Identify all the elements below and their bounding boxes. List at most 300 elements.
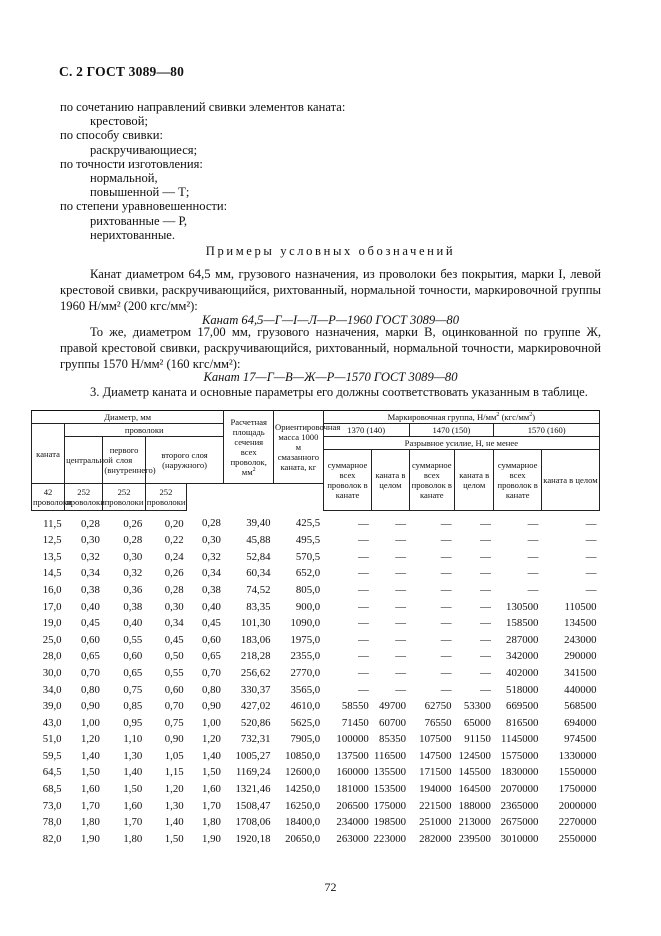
table-cell: 900,0 (295, 600, 321, 613)
table-cell: — (480, 583, 491, 596)
table-cell: 0,40 (123, 617, 143, 630)
group-1370-header: 1370 (140) (323, 424, 409, 437)
table-cell: 732,31 (240, 733, 271, 746)
table-cell: 1145000 (501, 733, 539, 746)
table-cell: 0,95 (123, 716, 143, 729)
table-cell: 1,80 (201, 816, 221, 829)
table-row (32, 565, 600, 582)
table-cell: 0,55 (123, 633, 143, 646)
table-cell: — (395, 650, 407, 663)
table-cell: 101,30 (240, 617, 271, 630)
table-cell: 0,34 (80, 567, 100, 580)
table-cell: 13,5 (42, 550, 62, 563)
table-cell: 65000 (463, 716, 491, 729)
second-layer-header: второго слоя (наружного) (145, 437, 224, 484)
classification-value: нерихтованные. (90, 227, 176, 242)
table-cell: — (480, 633, 491, 646)
table-cell: 1,20 (201, 733, 221, 746)
table-cell: 17,0 (42, 600, 62, 613)
table-cell: 73,0 (42, 799, 62, 812)
sum-wires-1470-header: суммарное всех проволок в канате (409, 450, 455, 511)
table-cell: 0,80 (80, 683, 100, 696)
table-cell: — (440, 650, 452, 663)
table-cell: 1,30 (164, 799, 184, 812)
table-cell: 2550000 (558, 832, 597, 845)
table-cell: — (358, 550, 369, 563)
table-cell: 0,90 (164, 733, 184, 746)
table-cell: — (527, 583, 539, 596)
table-cell: 0,45 (201, 617, 221, 630)
table-cell: 76550 (424, 716, 452, 729)
page-header: С. 2 ГОСТ 3089—80 (59, 64, 185, 79)
table-cell: 495,5 (295, 534, 321, 547)
table-cell: 68,5 (42, 783, 62, 796)
table-cell: — (480, 600, 491, 613)
table-cell: — (527, 550, 539, 563)
table-cell: 221500 (419, 799, 452, 812)
table-cell: — (527, 534, 539, 547)
table-cell: 7905,0 (290, 733, 321, 746)
table-cell: 1708,06 (235, 816, 271, 829)
table-cell: 1750000 (558, 783, 597, 796)
table-cell: 0,38 (80, 583, 100, 596)
table-cell: 1,70 (80, 799, 100, 812)
table-cell: 2770,0 (290, 666, 321, 679)
table-cell: — (358, 683, 369, 696)
table-cell: 0,90 (201, 700, 221, 713)
table-cell: — (480, 517, 491, 530)
whole-rope-1370-header: каната в целом (372, 450, 409, 511)
table-cell: 1,40 (201, 749, 221, 762)
table-cell: 145500 (458, 766, 491, 779)
table-cell: 12,5 (42, 534, 62, 547)
wires-header: проволоки (65, 424, 224, 437)
table-cell: 652,0 (295, 567, 321, 580)
table-cell: 64,5 (42, 766, 62, 779)
table-cell: 1,50 (123, 783, 143, 796)
table-cell: 39,0 (42, 700, 62, 713)
table-cell: 440000 (564, 683, 597, 696)
table-cell: 53300 (463, 700, 491, 713)
table-cell: 518000 (506, 683, 539, 696)
table-row (32, 548, 600, 565)
table-cell: — (440, 683, 452, 696)
table-cell: — (395, 567, 407, 580)
table-cell: 0,50 (164, 650, 184, 663)
table-cell: 213000 (458, 816, 491, 829)
page-number: 72 (324, 880, 337, 894)
table-cell: 82,0 (42, 832, 62, 845)
table-cell: 256,62 (240, 666, 271, 679)
table-cell: 1,10 (123, 733, 143, 746)
table-cell: 12600,0 (285, 766, 321, 779)
table-row (32, 714, 600, 731)
table-cell: 0,70 (201, 666, 221, 679)
table-cell: 427,02 (240, 700, 271, 713)
table-cell: 60700 (379, 716, 407, 729)
table-row (32, 631, 600, 648)
table-cell: 10850,0 (285, 749, 321, 762)
table-cell: 85350 (379, 733, 407, 746)
table-cell: — (440, 517, 452, 530)
designation-1: Канат 64,5—Г—I—Л—Р—1960 ГОСТ 3089—80 (201, 313, 460, 327)
table-row (32, 731, 600, 748)
table-cell: 1,70 (123, 816, 143, 829)
table-cell: 1,00 (80, 716, 100, 729)
table-cell: 1,60 (123, 799, 143, 812)
table-cell: 234000 (336, 816, 369, 829)
table-cell: 0,30 (80, 534, 100, 547)
table-cell: 570,5 (295, 550, 321, 563)
table-cell: 1,60 (80, 783, 100, 796)
table-cell: 0,65 (123, 666, 143, 679)
table-cell: — (440, 633, 452, 646)
classification-criterion: по способу свивки: (60, 128, 163, 143)
table-cell: 11,5 (43, 517, 62, 530)
table-cell: 183,06 (240, 633, 271, 646)
table-cell: 974500 (564, 733, 597, 746)
table-cell: 1321,46 (235, 783, 271, 796)
example-1-paragraph: Канат диаметром 64,5 мм, грузового назначения, из проволоки без покрытия, марки I, левой крестовой свивки, раскручивающийся, рихтованный, нормальной точности, маркировочной группы 1960 Н/мм² (200 кгс/мм²): (60, 267, 601, 313)
table-cell: 0,60 (201, 633, 221, 646)
table-cell: 1,00 (201, 716, 221, 729)
table-cell: 0,26 (164, 567, 184, 580)
table-cell: 0,38 (123, 600, 143, 613)
table-cell: 60,34 (246, 567, 271, 580)
table-cell: 181000 (336, 783, 369, 796)
table-cell: — (395, 666, 407, 679)
table-row (32, 764, 600, 781)
table-cell: 0,60 (164, 683, 184, 696)
table-cell: 1,50 (201, 766, 221, 779)
table-cell: 0,26 (123, 517, 143, 530)
table-cell: — (395, 534, 407, 547)
table-cell: 0,28 (201, 517, 221, 530)
classification-value: крестовой; (90, 114, 148, 129)
table-cell: 124500 (458, 749, 491, 762)
table-cell: 1169,24 (235, 766, 271, 779)
table-cell: 290000 (564, 650, 597, 663)
table-cell: 805,0 (295, 583, 321, 596)
table-cell: — (440, 617, 452, 630)
table-cell: 0,40 (80, 600, 100, 613)
table-cell: — (585, 534, 597, 547)
table-cell: 58550 (341, 700, 369, 713)
table-cell: 171500 (419, 766, 452, 779)
classification-value: рихтованные — Р, (90, 213, 188, 228)
table-cell: — (358, 534, 369, 547)
example-2-paragraph: То же, диаметром 17,00 мм, грузового назначения, марки В, оцинкованной по группе Ж, правой крестовой свивки, раскручивающийся, рихтованный, нормальной точности, маркировочной группы 1570 Н/мм² (160 кгс/мм²): (60, 325, 601, 371)
table-cell: — (395, 683, 407, 696)
table-cell: 0,65 (80, 650, 100, 663)
table-cell: 2365000 (500, 799, 539, 812)
mass-header: Ориентировочная масса 1000 м смазанного каната, кг (274, 411, 324, 484)
table-cell: 0,38 (201, 583, 221, 596)
table-cell: 18400,0 (285, 816, 321, 829)
table-cell: 282000 (419, 832, 452, 845)
table-cell: — (585, 517, 597, 530)
table-cell: — (358, 567, 369, 580)
table-cell: 1,70 (201, 799, 221, 812)
table-cell: 1575000 (500, 749, 539, 762)
w252-header-2: 252 проволоки (103, 484, 145, 511)
table-cell: 19,0 (42, 617, 62, 630)
table-cell: 330,37 (240, 683, 271, 696)
table-cell: 3565,0 (290, 683, 321, 696)
table-cell: 0,70 (80, 666, 100, 679)
breaking-force-header: Разрывное усилие, Н, не менее (323, 437, 599, 450)
table-cell: 16,0 (42, 583, 62, 596)
table-cell: 28,0 (42, 650, 62, 663)
table-cell: 0,85 (123, 700, 143, 713)
table-cell: 14250,0 (285, 783, 321, 796)
table-cell: 1,40 (80, 749, 100, 762)
table-body (32, 511, 600, 847)
table-cell: — (395, 633, 407, 646)
table-cell: 1005,27 (235, 749, 271, 762)
table-cell: — (358, 600, 369, 613)
table-cell: 1,60 (201, 783, 221, 796)
sum-wires-1570-header: суммарное всех проволок в канате (494, 450, 542, 511)
table-cell: 153500 (373, 783, 407, 796)
table-cell: 0,80 (201, 683, 221, 696)
table-cell: 71450 (341, 716, 369, 729)
table-cell: 287000 (506, 633, 539, 646)
table-cell: 3010000 (500, 832, 539, 845)
table-cell: 1,15 (164, 766, 184, 779)
table-row (32, 582, 600, 599)
table-row (32, 781, 600, 798)
table-cell: — (480, 534, 491, 547)
table-cell: 91150 (464, 733, 491, 746)
whole-rope-1470-header: каната в целом (455, 450, 494, 511)
table-row (32, 598, 600, 615)
table-row (32, 797, 600, 814)
table-cell: 218,28 (240, 650, 271, 663)
table-cell: 62750 (424, 700, 452, 713)
central-wire-header: центральной (65, 437, 103, 484)
table-cell: 0,60 (80, 633, 100, 646)
table-cell: 158500 (506, 617, 539, 630)
table-cell: — (440, 600, 452, 613)
rope-parameters-table (31, 410, 600, 847)
table-cell: — (440, 550, 452, 563)
table-row (32, 532, 600, 549)
table-cell: 1508,47 (235, 799, 271, 812)
table-cell: 74,52 (246, 583, 271, 596)
table-cell: 1550000 (558, 766, 597, 779)
table-cell: 0,36 (123, 583, 143, 596)
table-cell: — (395, 550, 407, 563)
table-cell: — (480, 666, 491, 679)
table-cell: 0,30 (201, 534, 221, 547)
table-cell: 1,20 (164, 783, 184, 796)
table-cell: 223000 (373, 832, 407, 845)
table-cell: 263000 (336, 832, 369, 845)
table-cell: 34,0 (42, 683, 62, 696)
table-row (32, 615, 600, 632)
table-cell: 0,24 (164, 550, 184, 563)
table-cell: — (440, 534, 452, 547)
table-cell: 4610,0 (290, 700, 321, 713)
table-cell: — (440, 583, 452, 596)
table-cell: 251000 (419, 816, 452, 829)
group-1570-header: 1570 (160) (494, 424, 600, 437)
table-cell: 341500 (564, 666, 597, 679)
table-cell: 130500 (506, 600, 539, 613)
table-cell: 0,32 (201, 550, 221, 563)
table-cell: 0,45 (80, 617, 100, 630)
table-cell: 135500 (373, 766, 407, 779)
table-cell: 2675000 (500, 816, 539, 829)
table-cell: 243000 (564, 633, 597, 646)
table-cell: — (395, 600, 407, 613)
table-cell: 0,34 (164, 617, 184, 630)
table-cell: 0,60 (123, 650, 143, 663)
table-cell: 402000 (506, 666, 539, 679)
table-cell: — (358, 650, 369, 663)
table-cell: — (585, 567, 597, 580)
table-cell: 0,90 (80, 700, 100, 713)
table-cell: 2000000 (558, 799, 597, 812)
table-cell: 45,88 (246, 534, 271, 547)
table-cell: 0,28 (164, 583, 184, 596)
table-cell: — (480, 617, 491, 630)
table-cell: 0,34 (201, 567, 221, 580)
table-row (32, 665, 600, 682)
table-row (32, 831, 600, 848)
table-cell: — (480, 550, 491, 563)
table-cell: 0,32 (123, 567, 143, 580)
table-cell: 1,90 (80, 832, 100, 845)
table-cell: — (480, 683, 491, 696)
table-cell: 1,20 (80, 733, 100, 746)
w42-header: 42 проволоки (32, 484, 65, 511)
table-cell: 2070000 (500, 783, 539, 796)
diameter-header: Диаметр, мм (32, 411, 224, 424)
table-cell: 0,65 (201, 650, 221, 663)
whole-rope-1570-header: каната в целом (541, 450, 599, 511)
table-cell: — (480, 567, 491, 580)
table-cell: 1,30 (123, 749, 143, 762)
table-cell: — (440, 666, 452, 679)
table-cell: 39,40 (246, 517, 271, 530)
table-cell: 137500 (336, 749, 369, 762)
table-cell: — (358, 617, 369, 630)
table-cell: — (527, 517, 539, 530)
table-cell: — (480, 650, 491, 663)
table-cell: — (395, 617, 407, 630)
table-cell: 1830000 (500, 766, 539, 779)
table-row (32, 814, 600, 831)
area-header: Расчетная площадь сечения всех проволок, $мм^2$ (224, 411, 274, 484)
table-cell: 694000 (564, 716, 597, 729)
table-cell: 1975,0 (290, 633, 321, 646)
table-cell: 1,90 (201, 832, 221, 845)
table-cell: 239500 (458, 832, 491, 845)
table-cell: 816500 (506, 716, 539, 729)
table-cell: 164500 (458, 783, 491, 796)
table-cell: 100000 (336, 733, 369, 746)
table-cell: 568500 (564, 700, 597, 713)
table-cell: — (585, 550, 597, 563)
table-cell: — (395, 517, 407, 530)
first-layer-header: первого слоя (внутреннего) (103, 437, 145, 484)
examples-heading: Примеры условных обозначений (205, 244, 456, 258)
table-cell: 0,30 (123, 550, 143, 563)
table-cell: 107500 (419, 733, 452, 746)
table-cell: 5625,0 (290, 716, 321, 729)
table-cell: 1,80 (80, 816, 100, 829)
table-cell: 52,84 (246, 550, 271, 563)
table-cell: 1090,0 (290, 617, 321, 630)
table-row (32, 511, 600, 532)
table-cell: 78,0 (42, 816, 62, 829)
table-cell: 425,5 (295, 517, 321, 530)
table-cell: 520,86 (240, 716, 271, 729)
table-cell: 1,50 (164, 832, 184, 845)
table-cell: 0,22 (164, 534, 184, 547)
table-cell: 14,5 (42, 567, 62, 580)
table-cell: 0,30 (164, 600, 184, 613)
table-cell: 20650,0 (285, 832, 321, 845)
classification-criterion: по точности изготовления: (60, 156, 203, 171)
table-cell: 669500 (506, 700, 539, 713)
table-cell: 0,28 (80, 517, 100, 530)
table-cell: 30,0 (42, 666, 62, 679)
table-row (32, 748, 600, 765)
classification-criterion: по сочетанию направлений свивки элементов каната: (60, 100, 346, 114)
table-cell: — (358, 666, 369, 679)
table-row (32, 681, 600, 698)
table-cell: 160000 (336, 766, 369, 779)
table-cell: 49700 (379, 700, 407, 713)
classification-value: повышенной — Т; (90, 185, 190, 200)
table-cell: 0,70 (164, 700, 184, 713)
table-cell: 1330000 (558, 749, 597, 762)
table-cell: — (440, 567, 452, 580)
w252-header-3: 252 проволоки (145, 484, 186, 511)
table-cell: 175000 (373, 799, 407, 812)
w252-header-1: 252 проволоки (65, 484, 103, 511)
designation-2: Канат 17—Г—В—Ж—Р—1570 ГОСТ 3089—80 (203, 370, 458, 384)
table-cell: 59,5 (42, 749, 62, 762)
table-cell: 25,0 (42, 633, 62, 646)
table-cell: 2270000 (558, 816, 597, 829)
table-cell: 1920,18 (235, 832, 271, 845)
table-cell: — (358, 517, 369, 530)
table-cell: 43,0 (42, 716, 62, 729)
group-1470-header: 1470 (150) (409, 424, 494, 437)
table-cell: 16250,0 (285, 799, 321, 812)
table-row (32, 698, 600, 715)
table-cell: 0,32 (80, 550, 100, 563)
table-cell: 1,40 (164, 816, 184, 829)
table-cell: — (358, 583, 369, 596)
rope-col-header: каната (32, 424, 65, 484)
table-cell: 1,40 (123, 766, 143, 779)
table-cell: — (527, 567, 539, 580)
table-cell: 116500 (374, 749, 407, 762)
table-cell: 0,20 (164, 517, 184, 530)
classification-criterion: по степени уравновешенности: (60, 199, 228, 214)
table-cell: 0,75 (164, 716, 184, 729)
mark-group-header: Маркировочная группа, $Н/мм^2$ $(кгс/мм^2)$ (323, 411, 599, 424)
table-cell: 188000 (458, 799, 491, 812)
table-cell: 1,50 (80, 766, 100, 779)
sum-wires-1370-header: суммарное всех проволок в канате (323, 450, 372, 511)
table-cell: 0,28 (123, 534, 143, 547)
